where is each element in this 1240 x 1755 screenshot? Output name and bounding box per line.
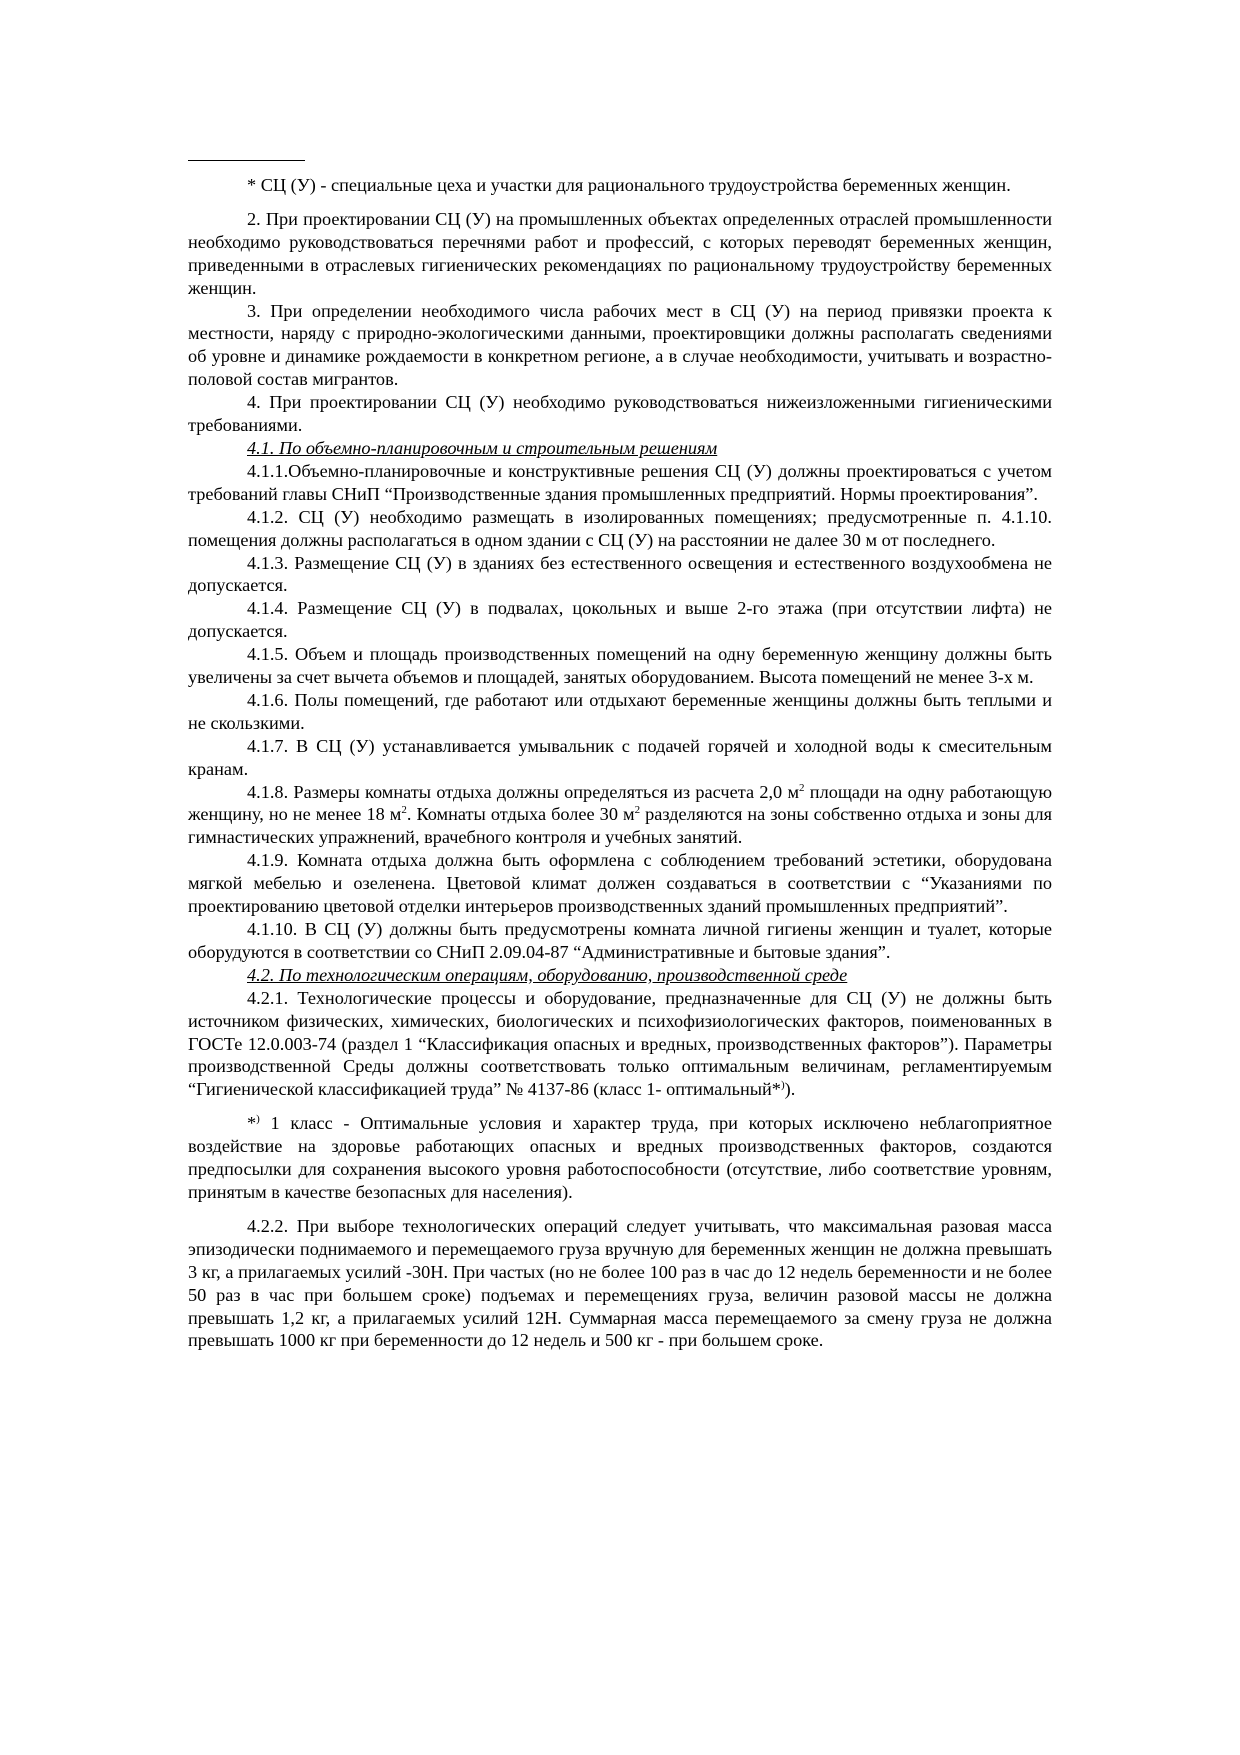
paragraph-3: 3. При определении необходимого числа рабочих мест в СЦ (У) на период привязки проекта к местности, наряду с природно-экологическими данными, проектировщики должны располагать сведениями об уровне и динамике рождаемости в конкретном регионе, а в случае необходимости, учитывать и возрастно-половой состав мигрантов.: [188, 300, 1052, 390]
paragraph-4-1-6: 4.1.6. Полы помещений, где работают или отдыхают беременные женщины должны быть теплыми и не скользкими.: [188, 689, 1052, 733]
paragraph-4-1-1: 4.1.1.Объемно-планировочные и конструктивные решения СЦ (У) должны проектироваться с учетом требований главы СНиП “Производственные здания промышленных предприятий. Нормы проектирования”.: [188, 460, 1052, 504]
p418-part-b: площади на одну работающую женщину, но не менее 18 м: [188, 781, 1053, 825]
paragraph-4-1-7: 4.1.7. В СЦ (У) устанавливается умывальник с подачей горячей и холодной воды к смесительным кранам.: [188, 735, 1052, 779]
section-heading-4-2-text: 4.2. По технологическим операциям, оборудованию, производственной среде: [247, 964, 848, 985]
footnote-separator: [188, 160, 305, 161]
p421-sup: ): [780, 1079, 785, 1092]
paragraph-4-2-2: 4.2.2. При выборе технологических операций следует учитывать, что максимальная разовая масса эпизодически поднимаемого и перемещаемого груза вручную для беременных женщин не должна превышать 3 кг, а прилагаемых усилий -30Н. При частых (но не более 100 раз в час до 12 недель беременности и не более 50 раз в час при большем сроке) подъемах и перемещениях груза, величин разовой массы не должна превышать 1,2 кг, а прилагаемых усилий 12Н. Суммарная масса перемещаемого за смену груза не должна превышать 1000 кг при беременности до 12 недель и 500 кг - при большем сроке.: [188, 1215, 1052, 1351]
p418-part-d: разделяются на зоны собственно отдыха и зоны для гимнастических упражнений, врачебного контроля и учебных занятий.: [188, 804, 1052, 848]
paragraph-4-1-8: [188, 781, 1052, 850]
p418-sup-3: 2: [634, 804, 641, 817]
p421-part-b: ).: [784, 1079, 796, 1100]
footnote-class-text: 1 класс - Оптимальные условия и характер труда, при которых исключено неблагоприятное воздействие на здоровье работающих опасных и вредных производственных факторов, создаются предпосылки для сохранения высокого уровня работоспособности (отсутствие, либо соответствие уровням, принятым в качестве безопасных для населения).: [188, 1113, 1052, 1202]
paragraph-4-1-10: 4.1.10. В СЦ (У) должны быть предусмотрены комната личной гигиены женщин и туалет, которые оборудуются в соответствии со СНиП 2.09.04-87 “Административные и бытовые здания”.: [188, 919, 1052, 962]
p418-part-c: . Комнаты отдыха более 30 м: [406, 804, 635, 825]
section-heading-4-1: [188, 437, 1052, 460]
paragraph-4-1-3: 4.1.3. Размещение СЦ (У) в зданиях без естественного освещения и естественного воздухообмена не допускается.: [188, 552, 1052, 596]
p421-part-a: 4.2.1. Технологические процессы и оборудование, предназначенные для СЦ (У) не должны быть источником физических, химических, биологических и психофизиологических факторов, поименованных в ГОСТе 12.0.003-74 (раздел 1 “Классификация опасных и вредных, производственных факторов”). Параметры производственной Среды должны соответствовать только оптимальным величинам, регламентируемым “Гигиенической классификацией труда” № 4137-86 (класс 1- оптимальный*: [188, 987, 1052, 1100]
paragraph-4-2-1: [188, 987, 1052, 1102]
p418-sup-1: 2: [799, 781, 805, 794]
paragraph-4-1-5: 4.1.5. Объем и площадь производственных помещений на одну беременную женщину должны быть увеличены за счет вычета объемов и площадей, занятых оборудованием. Высота помещений не менее 3-х м.: [188, 644, 1052, 688]
p418-sup-2: 2: [401, 804, 407, 817]
footnote-class-mark: *: [247, 1113, 257, 1134]
document-page: [188, 160, 1052, 1352]
paragraph-4-1-2: 4.1.2. СЦ (У) необходимо размещать в изолированных помещениях; предусмотренные п. 4.1.10. помещения должны располагаться в одном здании с СЦ (У) на расстоянии не далее 30 м от последнего.: [188, 506, 1052, 550]
p418-part-a: 4.1.8. Размеры комнаты отдыха должны определяться из расчета 2,0 м: [247, 781, 800, 802]
section-heading-4-1-text: 4.1. По объемно-планировочным и строительным решениям: [247, 437, 718, 458]
footnote-class-sup: ): [256, 1113, 260, 1126]
paragraph-4: 4. При проектировании СЦ (У) необходимо руководствоваться нижеизложенными гигиеническими требованиями.: [188, 392, 1052, 436]
section-heading-4-2: [188, 964, 1052, 987]
paragraph-2: 2. При проектировании СЦ (У) на промышленных объектах определенных отраслей промышленности необходимо руководствоваться перечнями работ и профессий, с которых переводят беременных женщин, приведенными в отраслевых гигиенических рекомендациях по рациональному трудоустройству беременных женщин.: [188, 208, 1052, 298]
footnote-class-1: [188, 1112, 1052, 1204]
paragraph-4-1-9: 4.1.9. Комната отдыха должна быть оформлена с соблюдением требований эстетики, оборудована мягкой мебелью и озеленена. Цветовой климат должен создаваться в соответствии с “Указаниями по проектированию цветовой отделки интерьеров производственных зданий промышленных предприятий”.: [188, 850, 1052, 917]
footnote-top: * СЦ (У) - специальные цеха и участки для рационального трудоустройства беременных женщин.: [247, 175, 1011, 195]
paragraph-4-1-4: 4.1.4. Размещение СЦ (У) в подвалах, цокольных и выше 2-го этажа (при отсутствии лифта) не допускается.: [188, 598, 1052, 642]
